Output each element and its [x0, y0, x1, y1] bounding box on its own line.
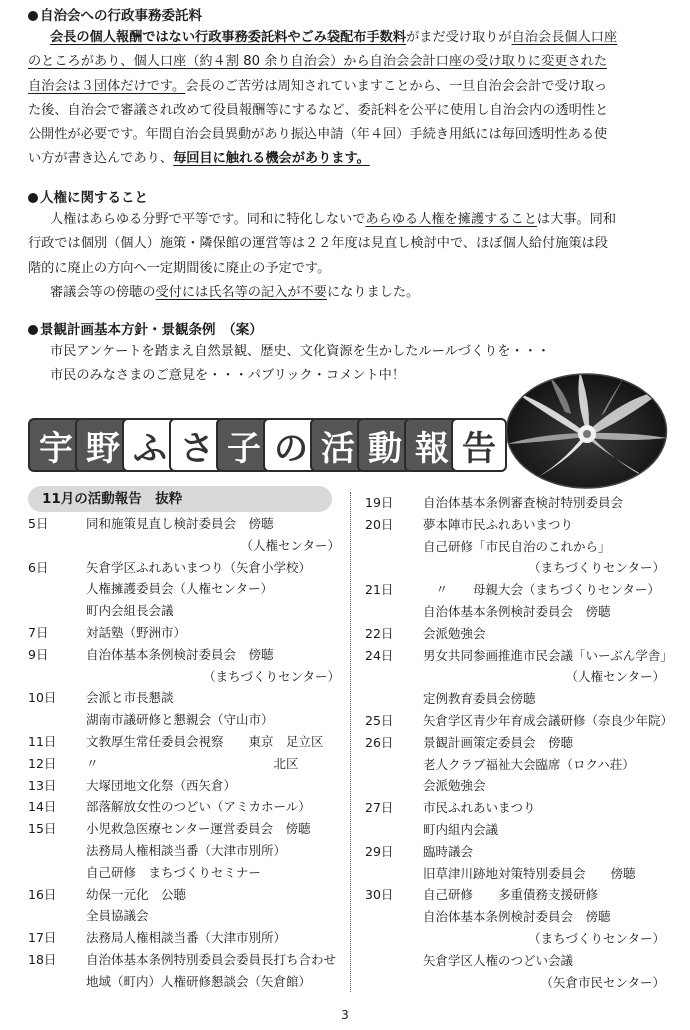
report-item: 法務局人権相談当番（大津市別所）	[86, 930, 287, 946]
report-day: 13日	[28, 777, 57, 793]
report-item: 〃 北区	[86, 755, 299, 771]
report-day: 7日	[28, 624, 49, 640]
report-day: 15日	[28, 821, 57, 837]
report-row	[28, 753, 340, 775]
text-line: い方が書き込んであり、毎回目に触れる機会があります。	[28, 151, 370, 167]
report-item: 景観計画策定委員会 傍聴	[423, 734, 574, 750]
report-row	[365, 732, 665, 754]
report-row	[28, 927, 340, 949]
report-row	[28, 884, 340, 906]
report-item: 湖南市議研修と懇親会（守山市）	[86, 712, 274, 728]
report-row	[28, 600, 340, 622]
report-row	[28, 971, 340, 993]
report-item: 地域（町内）人権研修懇談会（矢倉館）	[86, 973, 312, 989]
report-row	[28, 775, 340, 797]
report-row	[365, 884, 665, 906]
activity-report-banner	[28, 418, 498, 472]
section-body	[28, 26, 668, 172]
report-row	[365, 841, 665, 863]
report-item: 幼保一元化 公聴	[86, 886, 187, 902]
report-location: （まちづくりセンター）	[203, 668, 340, 684]
bullet-icon	[28, 11, 38, 21]
text-line: 人権はあらゆる分野で平等です。同和に特化しないであらゆる人権を擁護することは大事。同和	[50, 212, 617, 227]
report-item: 自治体基本条例検討委員会 傍聴	[423, 603, 611, 619]
banner-char: 告	[451, 418, 507, 472]
report-row	[365, 557, 665, 579]
report-item: 同和施策見直し検討委員会 傍聴	[86, 516, 274, 531]
report-row	[28, 840, 340, 862]
report-row	[28, 535, 340, 557]
report-row	[365, 688, 665, 710]
report-item: 会派と市長懇談	[86, 690, 174, 706]
report-item: 大塚団地文化祭（西矢倉）	[86, 777, 237, 793]
report-row	[28, 687, 340, 709]
report-item: 旧草津川跡地対策特別委員会 傍聴	[423, 865, 636, 881]
report-item: 全員協議会	[86, 908, 149, 924]
report-item: 会派勉強会	[423, 778, 486, 794]
report-item: 自治体基本条例検討委員会 傍聴	[423, 909, 611, 925]
banner-char: ふ	[122, 418, 178, 472]
report-row	[365, 666, 665, 688]
report-day: 29日	[365, 843, 394, 859]
report-row	[28, 796, 340, 818]
report-row	[28, 557, 340, 579]
section-human-rights	[28, 188, 668, 305]
report-row	[28, 666, 340, 688]
report-day: 30日	[365, 887, 394, 903]
report-row	[365, 906, 665, 928]
section-title: 自治会への行政事務委託料	[28, 6, 668, 26]
text-line: 市民アンケートを踏まえ自然景観、歴史、文化資源を生かしたルールづくりを・・・	[50, 344, 551, 359]
text-line: 自治会は３団体だけです。会長のご苦労は周知されていますことから、一旦自治会会計で受け取っ	[28, 78, 608, 94]
report-row	[28, 709, 340, 731]
report-location: （人権センター）	[565, 669, 665, 685]
report-item: 矢倉学区青少年育成会議研修（奈良少年院）	[423, 712, 674, 728]
report-right-column	[365, 492, 674, 993]
report-day: 17日	[28, 930, 57, 946]
banner-char: 子	[216, 418, 272, 472]
bullet-icon	[28, 325, 38, 335]
report-row	[365, 536, 665, 558]
banner-char: さ	[169, 418, 225, 472]
banner-char: 野	[75, 418, 131, 472]
report-day: 19日	[365, 495, 394, 510]
report-item: 自己研修「市民自治のこれから」	[423, 538, 611, 554]
report-day: 11日	[28, 733, 57, 749]
report-location: （まちづくりセンター）	[528, 930, 665, 946]
text-line: 行政では個別（個人）施策・隣保館の運営等は２２年度は見直し検討中で、ほぼ個人給付施策は段	[28, 236, 608, 252]
text-line: 公開性が必要です。年間自治会員異動があり振込申請（年４回）手続き用紙には毎回透明性ある使	[28, 127, 608, 143]
report-header: 11月の活動報告 抜粋	[28, 486, 332, 512]
text-line: のところがあり、個人口座（約４割 80 余り自治会）から自治会会計口座の受け取りに変更された	[28, 54, 608, 70]
banner-char: 宇	[28, 418, 84, 472]
report-row	[365, 645, 673, 667]
report-item: 夢本陣市民ふれあいまつり	[423, 516, 574, 532]
report-item: 〃 母親大会（まちづくりセンター）	[423, 582, 660, 598]
report-location: （まちづくりセンター）	[528, 560, 665, 576]
report-item: 自治体基本条例特別委員会委員長打ち合わせ	[86, 951, 337, 967]
report-row	[365, 754, 665, 776]
report-day: 9日	[28, 646, 49, 662]
banner-char: 動	[357, 418, 413, 472]
report-row	[28, 644, 340, 666]
report-day: 5日	[28, 516, 49, 531]
report-day: 18日	[28, 951, 57, 967]
report-day: 12日	[28, 755, 57, 771]
report-item: 自治体基本条例審査検討特別委員会	[423, 495, 624, 510]
report-item: 臨時議会	[423, 843, 474, 859]
report-day: 10日	[28, 690, 57, 706]
report-item: 町内組内会議	[423, 821, 499, 837]
text-line: 市民のみなさまのご意見を・・・パブリック・コメント中！	[50, 368, 406, 384]
text-line: 審議会等の傍聴の受付には氏名等の記入が不要になりました。	[50, 284, 420, 300]
text-line: 会長の個人報酬ではない行政事務委託料やごみ袋配布手数料がまだ受け取りが自治会長個人口座	[50, 30, 618, 45]
report-row	[365, 623, 665, 645]
report-row	[28, 905, 340, 927]
report-row	[365, 514, 665, 536]
report-row	[365, 972, 665, 994]
plant-photo	[505, 372, 668, 490]
banner-char: 報	[404, 418, 460, 472]
bullet-icon	[28, 193, 38, 203]
section-title: 人権に関すること	[28, 188, 668, 208]
report-item: 矢倉学区人権のつどい会議	[423, 952, 574, 968]
report-row	[365, 863, 665, 885]
report-day: 22日	[365, 625, 394, 641]
report-item: 会派勉強会	[423, 625, 486, 641]
report-row	[365, 819, 665, 841]
text-line: た後、自治会で審議され改めて役員報酬等にするなど、委託料を公平に使用し自治会内の透明性と	[28, 102, 609, 118]
report-row	[28, 513, 340, 535]
banner-char: の	[263, 418, 319, 472]
column-divider	[350, 492, 351, 992]
report-item: 定例教育委員会傍聴	[423, 691, 536, 707]
report-row	[28, 949, 340, 971]
report-row	[365, 950, 665, 972]
report-day: 20日	[365, 516, 394, 532]
report-item: 町内会組長会議	[86, 603, 174, 619]
report-item: 対話塾（野洲市）	[86, 624, 187, 640]
report-item: 文教厚生常任委員会視察 東京 足立区	[86, 733, 324, 749]
report-left-column	[28, 513, 340, 993]
page-number: 3	[341, 1008, 349, 1022]
report-row	[365, 775, 665, 797]
report-row	[365, 492, 665, 514]
report-item: 部落解放女性のつどい（アミカホール）	[86, 799, 311, 815]
report-day: 16日	[28, 886, 57, 902]
report-day: 26日	[365, 734, 394, 750]
report-item: 男女共同参画推進市民会議「いーぶん学舎」	[423, 647, 673, 663]
report-day: 24日	[365, 647, 394, 663]
report-item: 自己研修 多重債務支援研修	[423, 887, 599, 903]
report-row	[365, 579, 665, 601]
section-title: 景観計画基本方針・景観条例 （案）	[28, 320, 668, 340]
report-item: 小児救急医療センター運営委員会 傍聴	[86, 821, 311, 837]
report-row	[28, 862, 340, 884]
report-item: 自治体基本条例検討委員会 傍聴	[86, 646, 274, 662]
text-line: 階的に廃止の方向へ一定期間後に廃止の予定です。	[28, 260, 331, 276]
report-item: 市民ふれあいまつり	[423, 800, 536, 816]
report-row	[28, 578, 340, 600]
report-row	[365, 797, 665, 819]
report-item: 矢倉学区ふれあいまつり（矢倉小学校）	[86, 559, 312, 575]
report-row	[28, 731, 340, 753]
report-item: 人権擁護委員会（人権センター）	[86, 581, 274, 597]
banner-char: 活	[310, 418, 366, 472]
report-item: 自己研修 まちづくりセミナー	[86, 864, 261, 880]
report-row	[28, 818, 340, 840]
section-administrative-fee	[28, 6, 668, 172]
report-item: 老人クラブ福祉大会臨席（ロクハ荘）	[423, 756, 635, 772]
report-location: （矢倉市民センター）	[540, 974, 665, 990]
report-location: （人権センター）	[240, 537, 340, 553]
section-body	[28, 208, 668, 305]
report-day: 6日	[28, 559, 49, 575]
report-row	[365, 601, 665, 623]
report-row	[28, 622, 340, 644]
report-row	[365, 928, 665, 950]
report-item: 法務局人権相談当番（大津市別所）	[86, 842, 287, 858]
report-day: 25日	[365, 712, 394, 728]
report-row	[365, 710, 674, 732]
report-day: 14日	[28, 799, 57, 815]
report-day: 27日	[365, 800, 394, 816]
report-day: 21日	[365, 582, 394, 598]
